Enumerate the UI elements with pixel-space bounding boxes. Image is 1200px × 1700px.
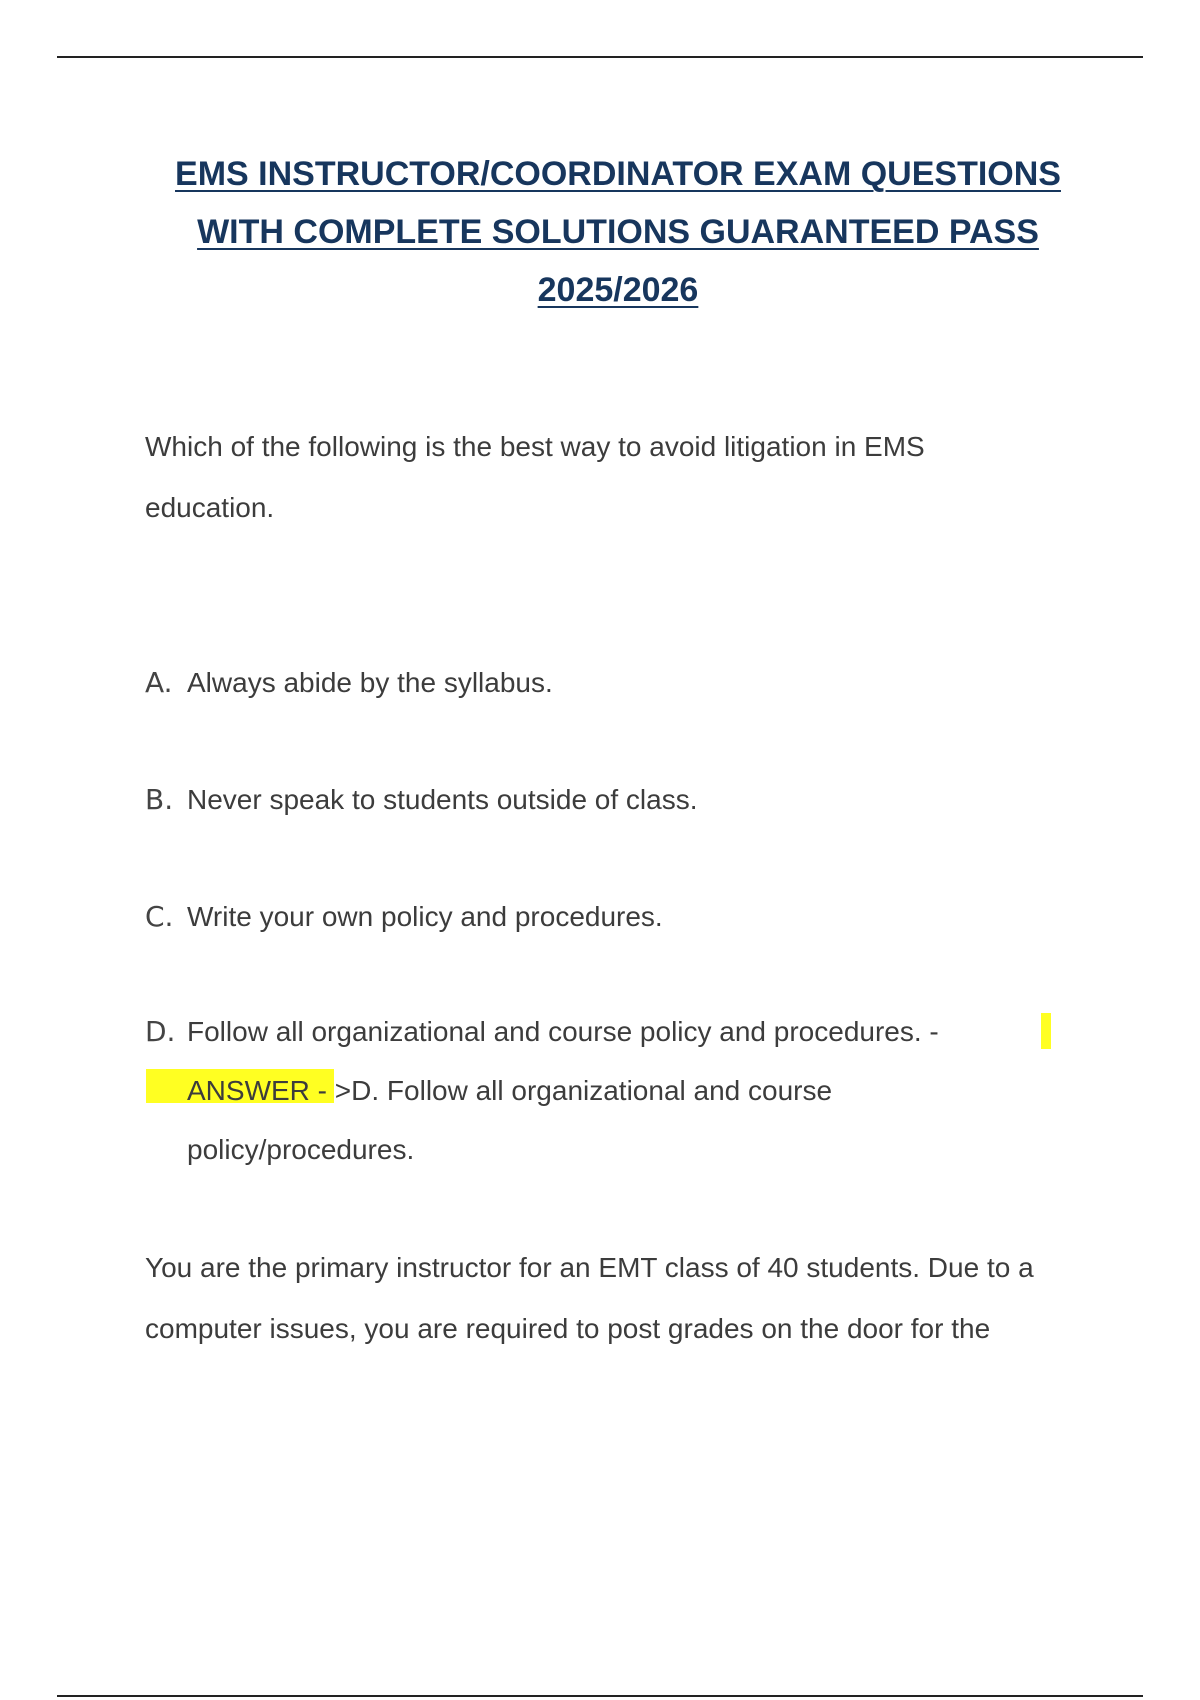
option-d <box>145 1001 1095 1062</box>
question-2-line-1: You are the primary instructor for an EMT class of 40 students. Due to a <box>145 1252 1034 1283</box>
document-title <box>100 145 1136 319</box>
option-d-text: Follow all organizational and course policy and procedures. - <box>187 1016 939 1047</box>
bottom-rule <box>57 1695 1143 1697</box>
option-b-text: Never speak to students outside of class. <box>187 784 698 815</box>
title-line-2: WITH COMPLETE SOLUTIONS GUARANTEED PASS <box>197 213 1039 251</box>
option-c <box>145 886 1095 947</box>
question-2-line-2: computer issues, you are required to post grades on the door for the <box>145 1313 991 1344</box>
question-1-text <box>145 416 1095 538</box>
answer-tag: ANSWER - > <box>187 1075 352 1106</box>
title-line-3: 2025/2026 <box>537 271 699 309</box>
answer-text: D. Follow all organizational and course <box>351 1075 833 1106</box>
option-a-text: Always abide by the syllabus. <box>187 667 553 698</box>
title-line-1: EMS INSTRUCTOR/COORDINATOR EXAM QUESTIONS <box>175 155 1061 193</box>
option-c-text: Write your own policy and procedures. <box>187 901 663 932</box>
option-b <box>145 769 1095 830</box>
answer-text-line-2: policy/procedures. <box>187 1134 415 1165</box>
option-a <box>145 652 1095 713</box>
option-a-letter: A. <box>145 666 173 699</box>
question-1-line-1: Which of the following is the best way to avoid litigation in EMS <box>145 431 925 462</box>
top-rule <box>57 56 1143 58</box>
question-2-text <box>145 1237 1095 1359</box>
option-c-letter: C. <box>145 900 174 933</box>
option-d-letter: D. <box>145 1015 176 1048</box>
answer-block <box>187 1061 1087 1179</box>
question-1-line-2: education. <box>145 492 275 523</box>
option-b-letter: B. <box>145 783 174 816</box>
